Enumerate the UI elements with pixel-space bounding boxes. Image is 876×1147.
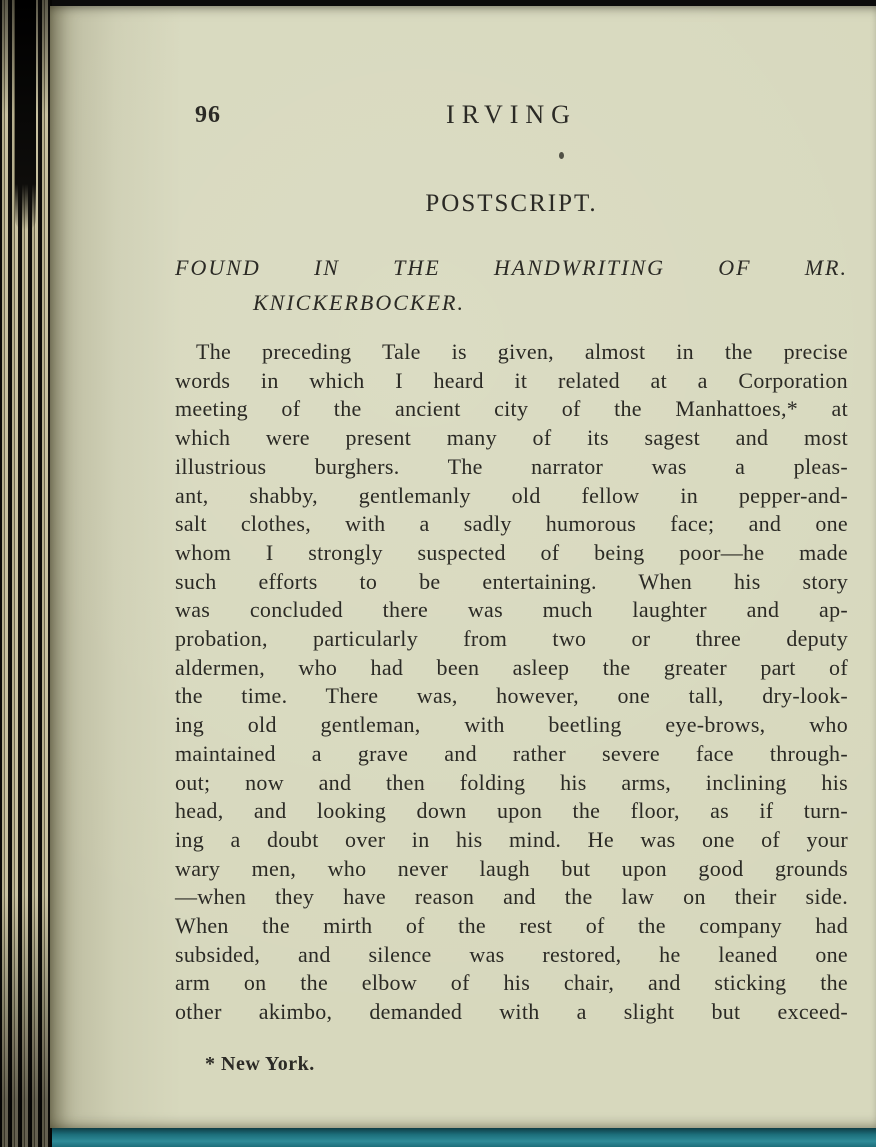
page-edge-dark-bar: [15, 0, 36, 230]
body-line: head, and looking down upon the floor, as if turn-: [175, 798, 848, 824]
body-line: When the mirth of the rest of the company had: [175, 913, 848, 939]
body-line: subsided, and silence was restored, he leaned one: [175, 941, 848, 967]
text-block: [175, 100, 848, 1076]
running-head: IRVING: [446, 100, 577, 129]
book-cover-bottom: [52, 1128, 876, 1147]
subtitle-line-1: FOUND IN THE HANDWRITING OF MR.: [175, 255, 848, 280]
section-title: POSTSCRIPT.: [425, 190, 598, 217]
subtitle: [175, 250, 848, 320]
page-edge-stack: [0, 0, 52, 1147]
running-header: [175, 100, 848, 130]
body-line: arm on the elbow of his chair, and sticking the: [175, 970, 848, 996]
body-line: whom I strongly suspected of being poor—he made: [175, 539, 848, 565]
page-number: 96: [195, 102, 221, 128]
body-line: The preceding Tale is given, almost in the precise: [196, 339, 848, 364]
body-line: was concluded there was much laughter and ap-: [175, 597, 848, 623]
body-line: illustrious burghers. The narrator was a pleas-: [175, 453, 848, 479]
body-line: wary men, who never laugh but upon good grounds: [175, 855, 848, 881]
subtitle-line-2: KNICKERBOCKER.: [253, 290, 465, 315]
body-line: ing old gentleman, with beetling eye-brows, who: [175, 712, 848, 738]
body-line: which were present many of its sagest and most: [175, 425, 848, 451]
body-line: other akimbo, demanded with a slight but exceed-: [175, 999, 848, 1025]
body-line: salt clothes, with a sadly humorous face; and one: [175, 511, 848, 537]
book-page: [50, 6, 876, 1128]
body-line: probation, particularly from two or three deputy: [175, 626, 848, 652]
body-line: —when they have reason and the law on their side.: [175, 884, 848, 910]
footnote: * New York.: [205, 1052, 315, 1075]
body-line: the time. There was, however, one tall, dry-look-: [175, 683, 848, 709]
body-line: words in which I heard it related at a Corporation: [175, 367, 848, 393]
body-text: [175, 338, 848, 1027]
ink-speck: [559, 152, 564, 159]
body-line: maintained a grave and rather severe face through-: [175, 740, 848, 766]
body-line: aldermen, who had been asleep the greater part of: [175, 654, 848, 680]
body-line: ing a doubt over in his mind. He was one of your: [175, 826, 848, 852]
body-line: such efforts to be entertaining. When his story: [175, 568, 848, 594]
body-line: meeting of the ancient city of the Manhattoes,* at: [175, 396, 848, 422]
body-line: out; now and then folding his arms, inclining his: [175, 769, 848, 795]
body-line: ant, shabby, gentlemanly old fellow in pepper-and-: [175, 482, 848, 508]
